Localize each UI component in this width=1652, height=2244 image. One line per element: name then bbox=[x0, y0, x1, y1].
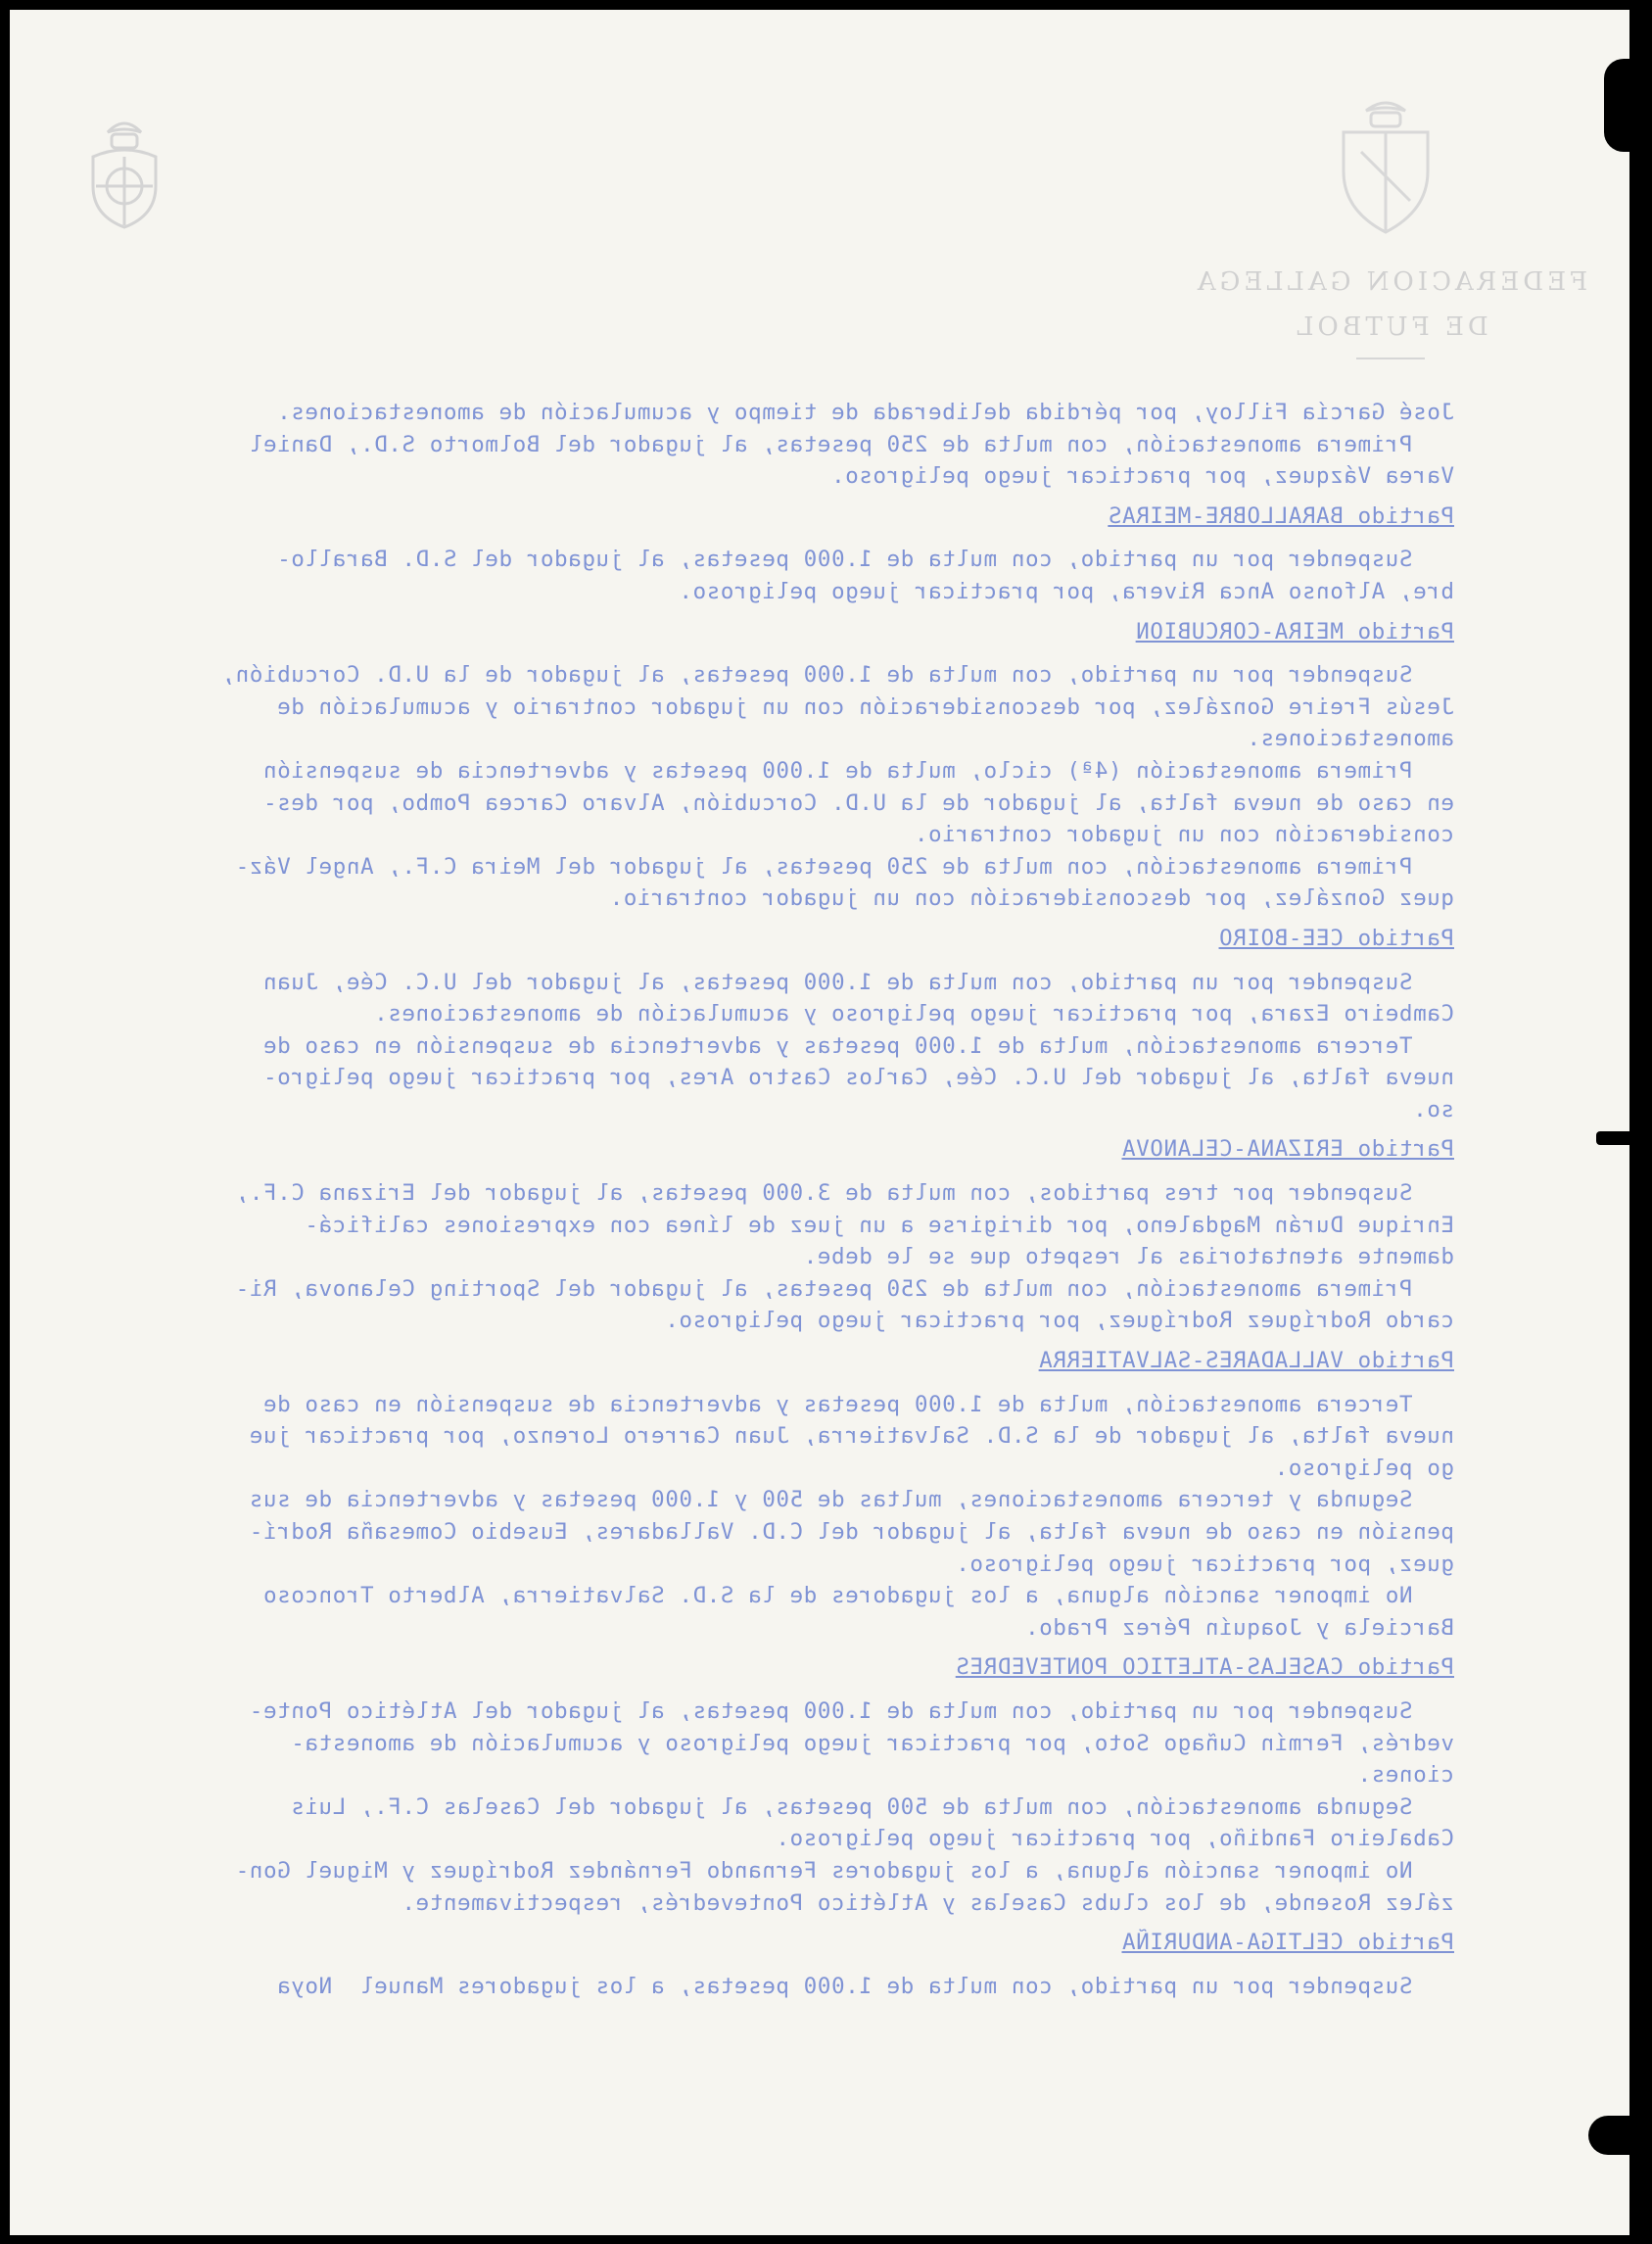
paragraph-line: go peligroso. bbox=[1274, 1455, 1454, 1481]
paragraph-line: bre, Alfonso Anca Rivera, por practicar juego peligroso. bbox=[678, 578, 1454, 604]
paragraph-line: cardo Rodríguez Rodríguez, por practicar juego peligroso. bbox=[664, 1308, 1454, 1334]
paragraph-line: Suspender por un partido, con multa de 1.000 pesetas, al jugador del S.D. Barallo- bbox=[276, 547, 1454, 573]
paragraph-line: Segunda y tercera amonestaciones, multas de 500 y 1.000 pesetas y advertencia de sus bbox=[249, 1487, 1454, 1513]
paragraph-line: damente atentatorias al respeto que se le debe. bbox=[803, 1244, 1454, 1270]
paragraph-line: Suspender por un partido, con multa de 1.000 pesetas, al jugador del Atlético Ponte- bbox=[249, 1697, 1454, 1724]
paragraph-line: Enrique Durán Magdaleno, por dirigirse a un juez de línea con expresiones calificá- bbox=[304, 1212, 1454, 1238]
spacer bbox=[64, 1684, 1454, 1695]
match-heading: Partido VALLADARES-SALVATIERRA bbox=[1038, 1348, 1454, 1374]
paragraph-line: vedrés, Fermín Cuñago Soto, por practicar juego peligroso y acumulación de amonesta- bbox=[290, 1730, 1454, 1756]
crest-right-icon bbox=[1332, 93, 1440, 240]
letterhead-line2: DE FUTBOL bbox=[1293, 312, 1488, 342]
paragraph-line: Tercera amonestación, multa de 1.000 pesetas y advertencia de suspensión en caso de bbox=[262, 1391, 1454, 1417]
spacer bbox=[64, 647, 1454, 659]
paragraph-line: No imponer sanción alguna, a los jugadores Fernando Fernández Rodríguez y Miguel Gon- bbox=[235, 1857, 1454, 1884]
scan-border-right bbox=[1629, 0, 1652, 2244]
match-heading: Partido BARALLOBRE-MEIRAS bbox=[1108, 502, 1454, 529]
paragraph-line: Suspender por un partido, con multa de 1.000 pesetas, al jugador del U.C. Cée, Juan bbox=[262, 969, 1454, 995]
match-heading: Partido MEIRA-CORCUBION bbox=[1135, 618, 1454, 645]
letterhead bbox=[1185, 260, 1596, 359]
paragraph-line: nueva falta, al jugador de la S.D. Salvatierra, Juan Carrero Lorenzo, por practicar jue bbox=[249, 1423, 1454, 1450]
match-heading: Partido CASELAS-ATLETICO PONTEVEDRES bbox=[955, 1654, 1454, 1681]
paragraph-line: Primera amonestación, con multa de 250 pesetas, al jugador del Bolmorto S.D., Daniel bbox=[249, 431, 1454, 457]
paragraph-line: Barciela y Joaquín Pérez Prado. bbox=[1024, 1614, 1454, 1641]
spacer bbox=[64, 1166, 1454, 1177]
paragraph-line: Jesús Freire González, por desconsideración con un jugador contrario y acumulación de bbox=[276, 693, 1454, 720]
paragraph-line: guez, por practicar juego peligroso. bbox=[955, 1551, 1454, 1577]
spacer bbox=[64, 1959, 1454, 1971]
paragraph-line: so. bbox=[1412, 1096, 1454, 1122]
paragraph-line: Segunda amonestación, con multa de 500 pesetas, al jugador del Caselas C.F., Luis bbox=[290, 1793, 1454, 1820]
paragraph-line: zález Rosende, de los clubs Caselas y Atlético Pontevedrés, respectivamente. bbox=[401, 1889, 1454, 1916]
paragraph-line: Primera amonestación (4ª) ciclo, multa de 1.000 pesetas y advertencia de suspensión bbox=[262, 757, 1454, 784]
paragraph-line: Cambeiro Ezara, por practicar juego peligroso y acumulación de amonestaciones. bbox=[373, 1001, 1454, 1027]
paragraph-line: Suspender por un partido, con multa de 1.000 pesetas, a los jugadores Manuel Noya bbox=[276, 1973, 1454, 1999]
document-page bbox=[10, 10, 1640, 2235]
paragraph-line: No imponer sanción alguna, a los jugadores de la S.D. Salvatierra, Alberto Troncoso bbox=[262, 1583, 1454, 1609]
paragraph-line: José García Filloy, por pérdida deliberada de tiempo y acumulación de amonestaciones. bbox=[276, 400, 1454, 425]
crest-left-icon bbox=[78, 113, 171, 235]
paragraph-line: consideración con un jugador contrario. bbox=[914, 822, 1454, 848]
paragraph-line: Suspender por tres partidos, con multa de 3.000 pesetas, al jugador del Erizana C.F., bbox=[235, 1180, 1454, 1207]
paragraph-line: Primera amonestación, con multa de 250 pesetas, al jugador del Meira C.F., Angel Váz- bbox=[235, 853, 1454, 880]
paragraph-line: Cabaleiro Fandiño, por practicar juego peligroso. bbox=[775, 1826, 1454, 1852]
match-heading: Partido CELTIGA-ANDURIÑA bbox=[1121, 1930, 1454, 1956]
paragraph-line: Suspender por un partido, con multa de 1.000 pesetas, al jugador de la U.D. Corcubión, bbox=[220, 662, 1454, 689]
paragraph-line: en caso de nueva falta, al jugador de la U.D. Corcubión, Alvaro Carcea Pombo, por des- bbox=[262, 789, 1454, 816]
binding-tab bbox=[1596, 1131, 1635, 1145]
paragraph-line: Primera amonestación, con multa de 250 pesetas, al jugador del Sporting Celanova, Ri- bbox=[235, 1275, 1454, 1302]
paragraph-line: pensión en caso de nueva falta, al jugador del C.D. Valladares, Eusebio Comesaña Rodrí- bbox=[249, 1519, 1454, 1545]
document-body bbox=[64, 397, 1454, 2002]
letterhead-line1: FEDERACION GALLEGA bbox=[1193, 267, 1588, 297]
paragraph-line: ciones. bbox=[1356, 1762, 1454, 1789]
paragraph-line: Varea Vázquez, por practicar juego peligroso. bbox=[830, 463, 1454, 490]
paragraph-line: quez González, por desconsideración con un jugador contrario. bbox=[609, 885, 1454, 912]
spacer bbox=[64, 955, 1454, 967]
spacer bbox=[64, 1377, 1454, 1389]
match-heading: Partido CEE-BOIRO bbox=[1218, 925, 1454, 951]
binding-tab bbox=[1588, 2116, 1632, 2155]
binding-tab bbox=[1604, 59, 1643, 152]
letterhead-rule bbox=[1356, 358, 1425, 359]
paragraph-line: Tercera amonestación, multa de 1.000 pesetas y advertencia de suspensión en caso de bbox=[262, 1032, 1454, 1059]
spacer bbox=[64, 532, 1454, 544]
match-heading: Partido ERIZANA-CELANOVA bbox=[1121, 1136, 1454, 1163]
paragraph-line: amonestaciones. bbox=[1246, 726, 1454, 752]
paragraph-line: nueva falta, al jugador del U.C. Cée, Carlos Castro Ares, por practicar juego peligro- bbox=[262, 1065, 1454, 1091]
